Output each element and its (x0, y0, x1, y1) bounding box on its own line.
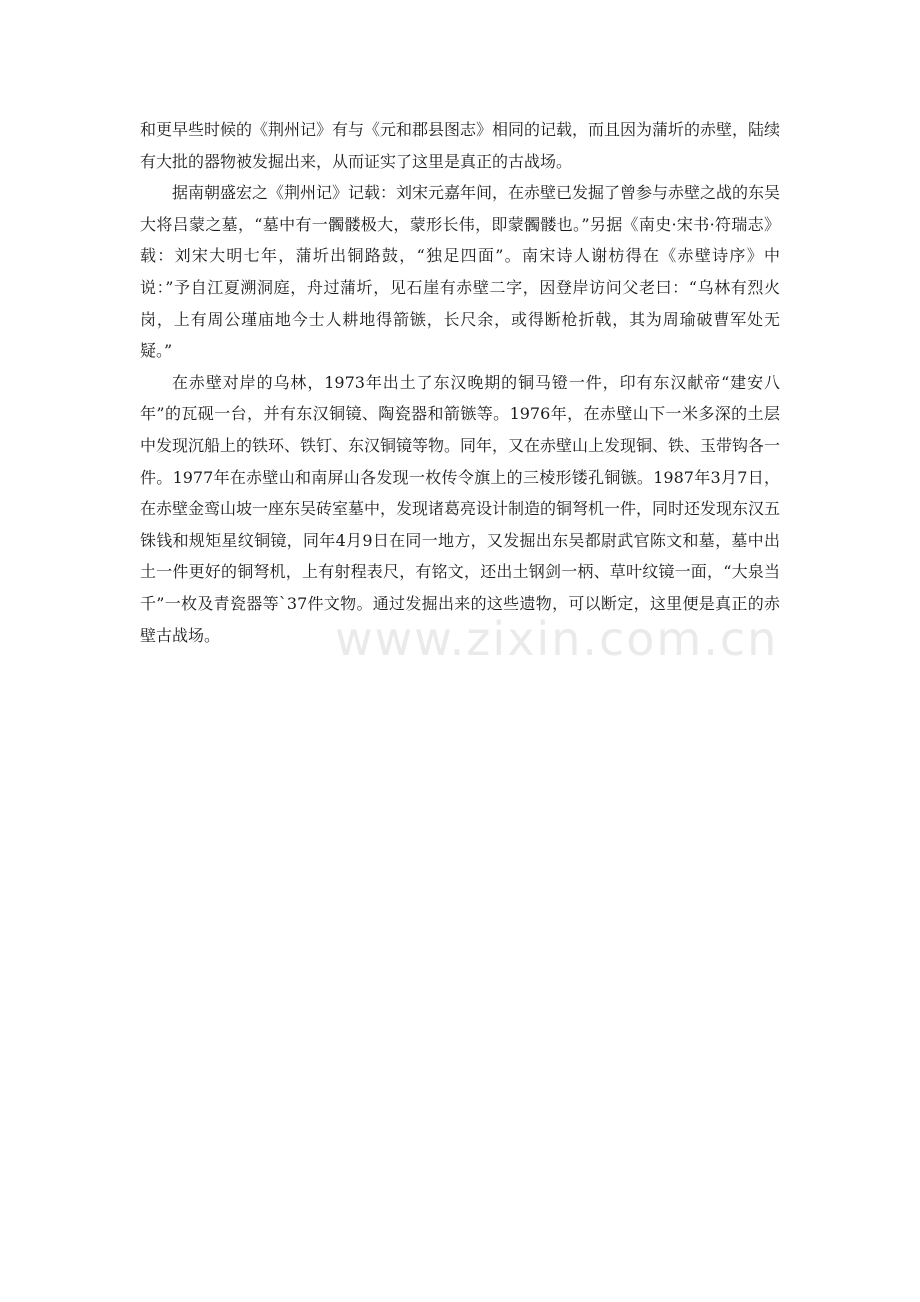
paragraph-jingzhouji: 据南朝盛宏之《荆州记》记载：刘宋元嘉年间，在赤壁已发掘了曾参与赤壁之战的东吴大将吕蒙之墓，“墓中有一髑髅极大，蒙形长伟，即蒙髑髅也。”另据《南史·宋书·符瑞志》载：刘宋大明七年，蒲圻出铜路鼓，“独足四面”。南宋诗人谢枋得在《赤壁诗序》中说：”予自江夏溯洞庭，舟过蒲圻，见石崖有赤壁二字，因登岸访问父老曰：“乌林有烈火岗，上有周公瑾庙地今士人耕地得箭镞，长尺余，或得断枪折戟，其为周瑜破曹军处无疑。” (140, 183, 781, 361)
paragraph-continuation: 和更早些时候的《荆州记》有与《元和郡县图志》相同的记载，而且因为蒲圻的赤壁，陆续有大批的器物被发掘出来，从而证实了这里是真正的古战场。 (140, 120, 781, 171)
document-body (140, 114, 780, 651)
paragraph-excavations: 在赤壁对岸的乌林，1973年出土了东汉晚期的铜马镫一件，印有东汉献帝“建安八年”的瓦砚一台，并有东汉铜镜、陶瓷器和箭镞等。1976年，在赤壁山下一米多深的土层中发现沉船上的铁环、铁钉、东汉铜镜等物。同年，又在赤壁山上发现铜、铁、玉带钩各一件。1977年在赤壁山和南屏山各发现一枚传令旗上的三棱形镂孔铜镞。1987年3月7日，在赤壁金鸾山坡一座东吴砖室墓中，发现诸葛亮设计制造的铜弩机一件，同时还发现东汉五铢钱和规矩星纹铜镜，同年4月9日在同一地方，又发掘出东吴都尉武官陈文和墓，墓中出土一件更好的铜弩机，上有射程表尺，有铭文，还出土钢剑一柄、草叶纹镜一面，“大泉当千”一枚及青瓷器等`37件文物。通过发掘出来的这些遗物，可以断定，这里便是真正的赤壁古战场。 (140, 372, 781, 645)
watermark-text: www.zixin.com.cn (335, 612, 779, 666)
